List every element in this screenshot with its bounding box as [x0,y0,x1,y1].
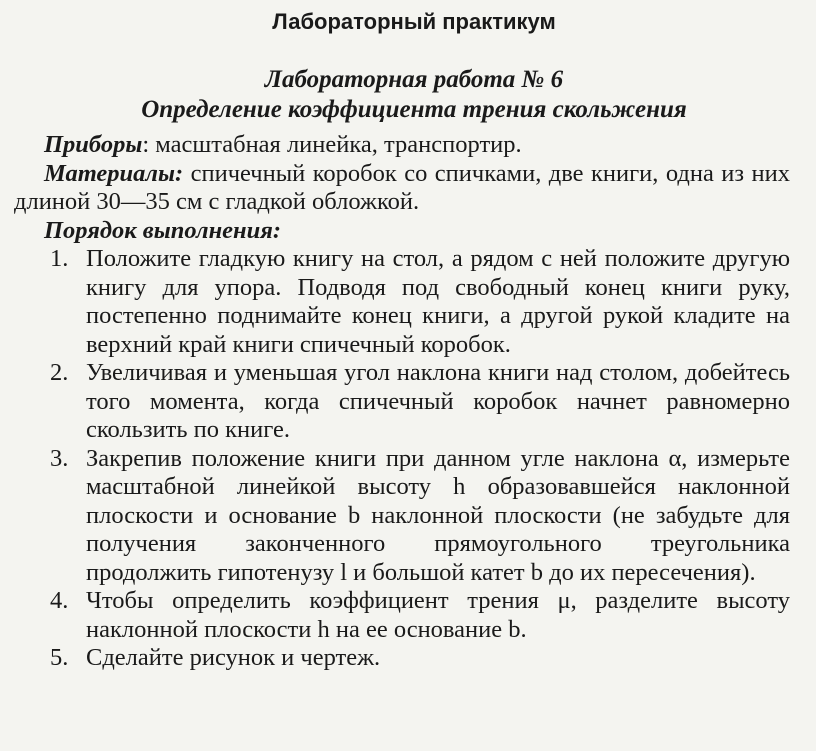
step-text: Закрепив положение книги при данном угле наклона α, измерьте масштабной линейкой высоту h образовавшейся наклонной плоскости и основание b наклонной плоскости (не забудьте для получения законченного прямоугольного треугольника продолжить гипотенузу l и большой катет b до их пересечения). [86,444,790,586]
step-number: 1. [50,245,69,272]
step-number: 2. [50,359,69,386]
procedure-heading: Порядок выполнения: [44,216,282,244]
procedure-step [14,245,790,359]
materials-text: спичечный коробок со спичками, две книги, одна из них длиной 30—35 см с гладкой обложкой. [14,159,790,215]
instruments-paragraph [14,131,790,160]
step-number: 3. [50,444,69,472]
step-number: 4. [50,587,69,614]
procedure-steps-list [14,245,790,673]
materials-label: Материалы: [44,159,184,187]
procedure-step [14,644,790,673]
instruments-text: : масштабная линейка, транспортир. [142,131,522,158]
step-text: Положите гладкую книгу на стол, а рядом с ней положите другую книгу для упора. Подводя под свободный конец книги руку, постепенно поднимайте конец книги, а другой рукой кладите на верхний край книги спичечный коробок. [86,245,790,358]
running-head: Лабораторный практикум [272,9,556,34]
step-text: Увеличивая и уменьшая угол наклона книги над столом, добейтесь того момента, когда спичечный коробок начнет равномерно скользить по книге. [86,359,790,443]
step-text: Сделайте рисунок и чертеж. [86,644,381,671]
procedure-step [14,587,790,644]
materials-paragraph [14,160,790,217]
step-number: 5. [50,644,69,671]
procedure-step [14,445,790,588]
step-text: Чтобы определить коэффициент трения μ, разделите высоту наклонной плоскости h на ее основание b. [86,587,790,643]
lab-work-title: Лабораторная работа № 6 [264,66,564,93]
lab-work-subtitle: Определение коэффициента трения скольжения [141,96,687,123]
instruments-label: Приборы [44,131,143,158]
procedure-step [14,359,790,445]
